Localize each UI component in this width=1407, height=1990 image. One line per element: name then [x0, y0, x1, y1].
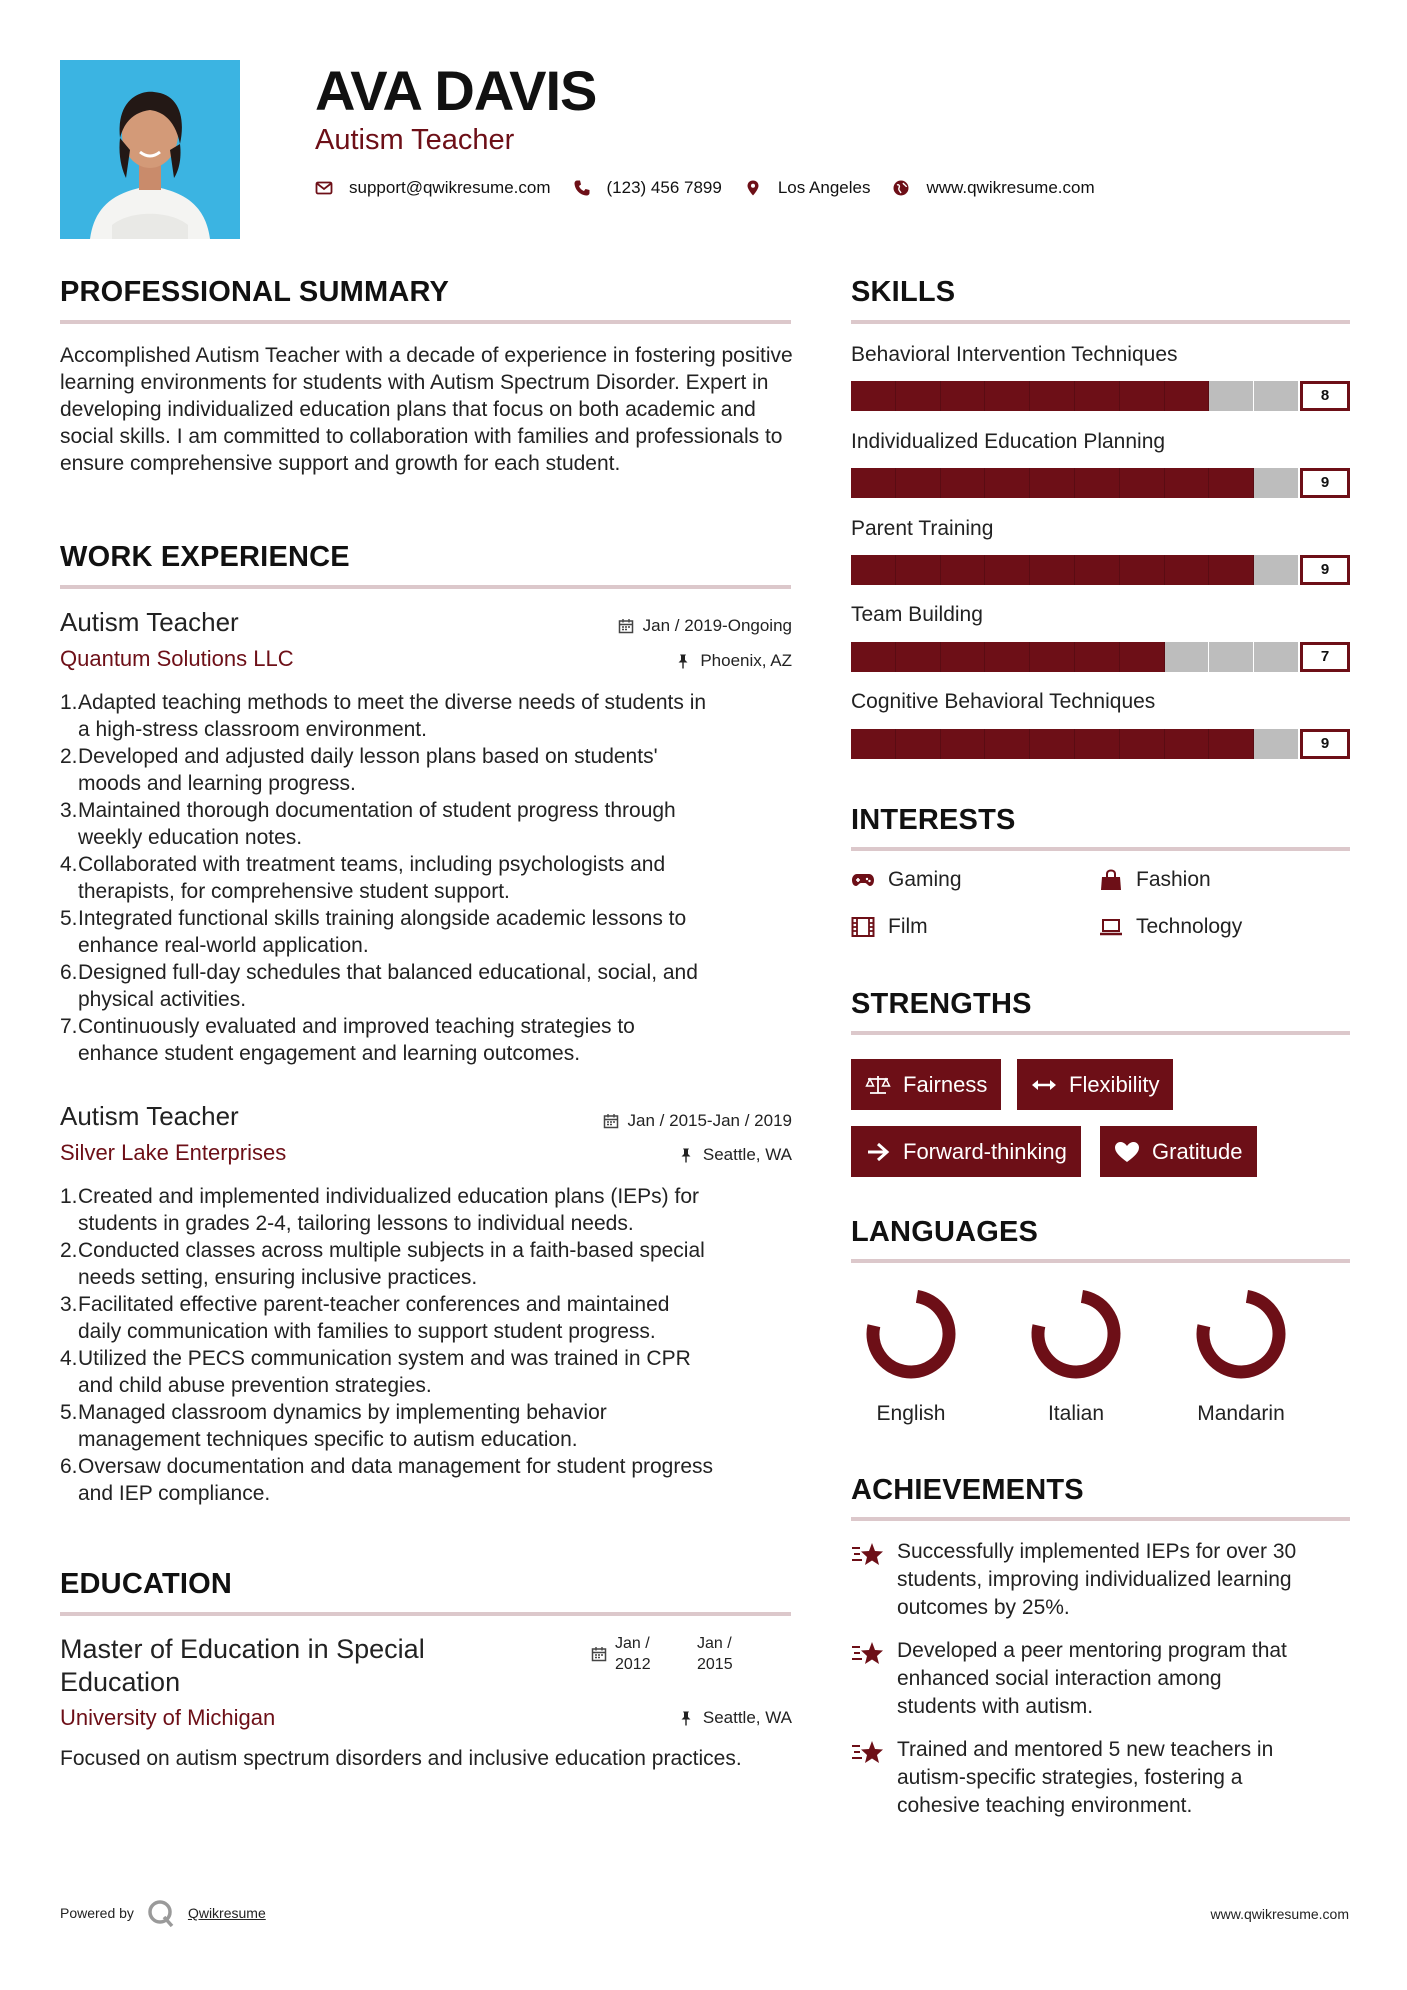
- footer-website[interactable]: www.qwikresume.com: [1210, 1906, 1349, 1922]
- arrow-right-icon: [865, 1141, 891, 1163]
- map-pin-icon: [744, 179, 762, 197]
- contact-email[interactable]: [315, 178, 551, 198]
- language-gauge: [1028, 1286, 1124, 1382]
- skill-segment-filled: [941, 729, 986, 759]
- language-arc: [1203, 1296, 1279, 1372]
- language-label: Mandarin: [1197, 1402, 1285, 1425]
- skill-segment-filled: [1075, 381, 1120, 411]
- education-start: Jan / 2012: [615, 1635, 651, 1673]
- skill-segment-filled: [896, 642, 941, 672]
- skill-segment-empty: [1209, 381, 1254, 411]
- interests-divider: [851, 847, 1350, 851]
- profile-photo-illustration: [60, 60, 240, 239]
- strength-gratitude: [1100, 1126, 1257, 1177]
- language-mandarin: [1181, 1286, 1301, 1426]
- education-dates: [591, 1633, 757, 1675]
- job-2-date-text: Jan / 2015-Jan / 2019: [627, 1111, 792, 1130]
- list-item: 5. Integrated functional skills training alongside academic lessons to enhance real-world application.: [60, 907, 687, 957]
- skills-divider: [851, 320, 1350, 324]
- skill-segment-empty: [1254, 642, 1299, 672]
- list-item: 4. Collaborated with treatment teams, including psychologists and therapists, for comprehensive student support.: [60, 853, 666, 903]
- achievement-text: Trained and mentored 5 new teachers in autism-specific strategies, fostering a cohesive teaching environment.: [897, 1738, 1274, 1817]
- job-1-location-text: Phoenix, AZ: [700, 651, 792, 670]
- skill-segment-filled: [851, 555, 896, 585]
- skill-segment-filled: [985, 468, 1030, 498]
- skills-heading: SKILLS: [851, 276, 956, 308]
- skill-segment-filled: [896, 555, 941, 585]
- skill-score-badge: 9: [1300, 468, 1350, 498]
- strength-label: Fairness: [903, 1071, 988, 1097]
- skill-segment-filled: [985, 381, 1030, 411]
- language-label: Italian: [1047, 1402, 1105, 1425]
- skill-segment-filled: [1120, 468, 1165, 498]
- shopping-bag-icon: [1099, 869, 1123, 891]
- skill-segment-filled: [941, 381, 986, 411]
- profile-photo: [60, 60, 240, 239]
- candidate-title: Autism Teacher: [315, 124, 515, 156]
- list-item: 1. Adapted teaching methods to meet the diverse needs of students in a high-stress classroom environment.: [60, 691, 707, 741]
- skill-segment-filled: [1120, 555, 1165, 585]
- skill-segment-filled: [1209, 729, 1254, 759]
- strength-flexibility: [1017, 1059, 1173, 1110]
- skill-segment-filled: [1030, 468, 1075, 498]
- job-1-date-text: Jan / 2019-Ongoing: [642, 616, 792, 635]
- balance-scale-icon: [865, 1074, 891, 1096]
- interest-film: [851, 915, 928, 939]
- globe-icon: [892, 179, 910, 197]
- powered-by-text: Powered by: [60, 1905, 134, 1921]
- skill-track: [851, 381, 1299, 411]
- contact-phone[interactable]: [573, 178, 722, 198]
- summary-text: Accomplished Autism Teacher with a decade of experience in fostering positive learning environments for students with Autism Spectrum Disorder. Expert in developing individualized education plans that focus on both academic and social skills. I am committed to collaboration with families and professionals to ensure comprehensive support and growth for each student.: [60, 344, 793, 475]
- list-item: 1. Created and implemented individualized education plans (IEPs) for students in grades 2-4, tailoring lessons to individual needs.: [60, 1185, 700, 1235]
- education-location: [678, 1708, 792, 1728]
- job-1-bullets: [60, 689, 800, 1067]
- job-1-title: Autism Teacher: [60, 607, 239, 637]
- shooting-star-icon: [851, 1540, 885, 1570]
- interest-label: Film: [888, 915, 928, 938]
- skill-segment-empty: [1254, 555, 1299, 585]
- education-degree: Master of Education in Special Education: [60, 1634, 425, 1697]
- website-text: www.qwikresume.com: [926, 178, 1095, 197]
- skill-score-badge: 9: [1300, 729, 1350, 759]
- achievement-item: [851, 1637, 1351, 1721]
- strengths-heading: STRENGTHS: [851, 988, 1032, 1020]
- education-school: University of Michigan: [60, 1705, 276, 1730]
- job-1-location: [675, 651, 792, 671]
- job-2-title: Autism Teacher: [60, 1101, 239, 1131]
- job-1-date: [618, 616, 792, 636]
- skill-segment-empty: [1254, 729, 1299, 759]
- skill-segment-filled: [1030, 642, 1075, 672]
- interest-fashion: [1099, 868, 1211, 892]
- skill-segment-filled: [896, 381, 941, 411]
- skill-segment-filled: [1165, 468, 1210, 498]
- skill-bar: [851, 468, 1350, 498]
- skill-segment-filled: [1209, 555, 1254, 585]
- job-2-location: [678, 1145, 792, 1165]
- skill-segment-filled: [1030, 381, 1075, 411]
- language-italian: [1016, 1286, 1136, 1426]
- achievement-item: [851, 1538, 1351, 1622]
- language-label: English: [876, 1402, 946, 1425]
- list-item: 3. Maintained thorough documentation of student progress through weekly education notes.: [60, 799, 676, 849]
- skill-bar: [851, 381, 1350, 411]
- language-gauge: [863, 1286, 959, 1382]
- list-item: 2. Conducted classes across multiple subjects in a faith-based special needs setting, ensuring inclusive practices.: [60, 1239, 705, 1289]
- location-text: Los Angeles: [777, 178, 871, 197]
- skill-label: Parent Training: [851, 517, 994, 540]
- skill-track: [851, 729, 1299, 759]
- achievement-item: [851, 1736, 1351, 1820]
- achievements-divider: [851, 1517, 1350, 1521]
- skill-segment-empty: [1254, 381, 1299, 411]
- interest-label: Gaming: [888, 868, 962, 891]
- gamepad-icon: [851, 869, 875, 891]
- skill-segment-filled: [1209, 468, 1254, 498]
- skill-segment-filled: [1075, 729, 1120, 759]
- calendar-icon: [618, 618, 634, 634]
- film-icon: [851, 916, 875, 938]
- skill-segment-filled: [985, 642, 1030, 672]
- skill-segment-empty: [1165, 642, 1210, 672]
- footer-powered-by: [60, 1898, 266, 1928]
- candidate-name: AVA DAVIS: [315, 59, 597, 122]
- language-gauge: [1193, 1286, 1289, 1382]
- heart-icon: [1114, 1141, 1140, 1163]
- skill-score-badge: 8: [1300, 381, 1350, 411]
- strengths-divider: [851, 1031, 1350, 1035]
- language-english: [851, 1286, 971, 1426]
- strength-label: Flexibility: [1069, 1071, 1160, 1097]
- skill-score-badge: 9: [1300, 555, 1350, 585]
- achievements-heading: ACHIEVEMENTS: [851, 1474, 1084, 1506]
- skill-segment-filled: [941, 555, 986, 585]
- skill-bar: [851, 642, 1350, 672]
- interest-label: Fashion: [1136, 868, 1211, 891]
- skill-segment-filled: [1165, 555, 1210, 585]
- summary-divider: [60, 320, 791, 324]
- skill-segment-filled: [1165, 381, 1210, 411]
- pushpin-icon: [678, 1710, 694, 1726]
- job-2-location-text: Seattle, WA: [702, 1145, 792, 1164]
- contact-bar: [315, 178, 1117, 198]
- list-item: 6. Oversaw documentation and data management for student progress and IEP compliance.: [60, 1455, 714, 1505]
- skill-segment-empty: [1209, 642, 1254, 672]
- interest-label: Technology: [1136, 915, 1243, 938]
- arrows-horizontal-icon: [1031, 1074, 1057, 1096]
- brand-link[interactable]: Qwikresume: [187, 1905, 266, 1921]
- list-item: 4. Utilized the PECS communication system and was trained in CPR and child abuse prevention strategies.: [60, 1347, 691, 1397]
- list-item: 3. Facilitated effective parent-teacher conferences and maintained daily communication with families to support student progress.: [60, 1293, 670, 1343]
- experience-heading: WORK EXPERIENCE: [60, 541, 350, 573]
- interest-gaming: [851, 868, 962, 892]
- shooting-star-icon: [851, 1738, 885, 1768]
- skill-segment-filled: [941, 642, 986, 672]
- list-item: 5. Managed classroom dynamics by implementing behavior management techniques specific to autism education.: [60, 1401, 607, 1451]
- education-location-text: Seattle, WA: [702, 1708, 792, 1727]
- calendar-icon: [603, 1113, 619, 1129]
- education-heading: EDUCATION: [60, 1568, 233, 1600]
- achievement-text: Successfully implemented IEPs for over 30 students, improving individualized learning outcomes by 25%.: [897, 1540, 1297, 1619]
- skill-segment-filled: [1120, 729, 1165, 759]
- job-2-company: Silver Lake Enterprises: [60, 1140, 287, 1165]
- qwikresume-logo-icon: [146, 1898, 176, 1928]
- phone-text: (123) 456 7899: [606, 178, 722, 197]
- languages-heading: LANGUAGES: [851, 1216, 1039, 1248]
- skill-segment-filled: [851, 381, 896, 411]
- skill-track: [851, 468, 1299, 498]
- job-1-company: Quantum Solutions LLC: [60, 646, 294, 671]
- job-2-date: [603, 1111, 792, 1131]
- skill-segment-filled: [1075, 468, 1120, 498]
- skill-label: Individualized Education Planning: [851, 430, 1166, 453]
- email-text: support@qwikresume.com: [349, 178, 551, 197]
- experience-divider: [60, 585, 791, 589]
- skill-track: [851, 555, 1299, 585]
- skill-segment-filled: [985, 555, 1030, 585]
- skill-segment-filled: [896, 468, 941, 498]
- achievement-text: Developed a peer mentoring program that enhanced social interaction among students with autism.: [897, 1639, 1287, 1718]
- skill-segment-filled: [851, 729, 896, 759]
- skill-segment-filled: [1075, 642, 1120, 672]
- skill-segment-filled: [941, 468, 986, 498]
- list-item: 7. Continuously evaluated and improved teaching strategies to enhance student engagement and learning outcomes.: [60, 1015, 635, 1065]
- skill-track: [851, 642, 1299, 672]
- contact-location: [744, 178, 871, 198]
- skill-segment-filled: [1165, 729, 1210, 759]
- strength-fairness: [851, 1059, 1001, 1110]
- interest-technology: [1099, 915, 1242, 939]
- skill-segment-filled: [1120, 642, 1165, 672]
- skill-segment-filled: [1075, 555, 1120, 585]
- language-arc: [1038, 1296, 1114, 1372]
- summary-heading: PROFESSIONAL SUMMARY: [60, 276, 450, 308]
- education-divider: [60, 1612, 791, 1616]
- list-item: 6. Designed full-day schedules that balanced educational, social, and physical activities.: [60, 961, 698, 1011]
- skill-segment-filled: [851, 642, 896, 672]
- languages-divider: [851, 1259, 1350, 1263]
- interests-heading: INTERESTS: [851, 804, 1016, 836]
- skill-label: Team Building: [851, 603, 983, 626]
- skill-segment-filled: [985, 729, 1030, 759]
- skill-segment-filled: [851, 468, 896, 498]
- strength-forward-thinking: [851, 1126, 1081, 1177]
- pushpin-icon: [675, 653, 691, 669]
- contact-website[interactable]: [892, 178, 1094, 198]
- skill-bar: [851, 729, 1350, 759]
- skill-segment-empty: [1254, 468, 1299, 498]
- list-item: 2. Developed and adjusted daily lesson plans based on students' moods and learning progress.: [60, 745, 658, 795]
- skill-label: Cognitive Behavioral Techniques: [851, 690, 1156, 713]
- skill-segment-filled: [1030, 729, 1075, 759]
- education-end: Jan / 2015: [697, 1635, 733, 1673]
- envelope-icon: [315, 179, 333, 197]
- skill-segment-filled: [1030, 555, 1075, 585]
- job-2-bullets: [60, 1183, 800, 1507]
- education-description: Focused on autism spectrum disorders and inclusive education practices.: [60, 1747, 742, 1770]
- strength-label: Gratitude: [1152, 1138, 1243, 1164]
- strength-label: Forward-thinking: [903, 1138, 1067, 1164]
- language-arc: [873, 1296, 949, 1372]
- skill-segment-filled: [1120, 381, 1165, 411]
- skill-label: Behavioral Intervention Techniques: [851, 343, 1178, 366]
- calendar-icon: [591, 1646, 607, 1662]
- laptop-icon: [1099, 916, 1123, 938]
- skill-segment-filled: [896, 729, 941, 759]
- skill-score-badge: 7: [1300, 642, 1350, 672]
- phone-icon: [573, 179, 591, 197]
- shooting-star-icon: [851, 1639, 885, 1669]
- skill-bar: [851, 555, 1350, 585]
- pushpin-icon: [678, 1147, 694, 1163]
